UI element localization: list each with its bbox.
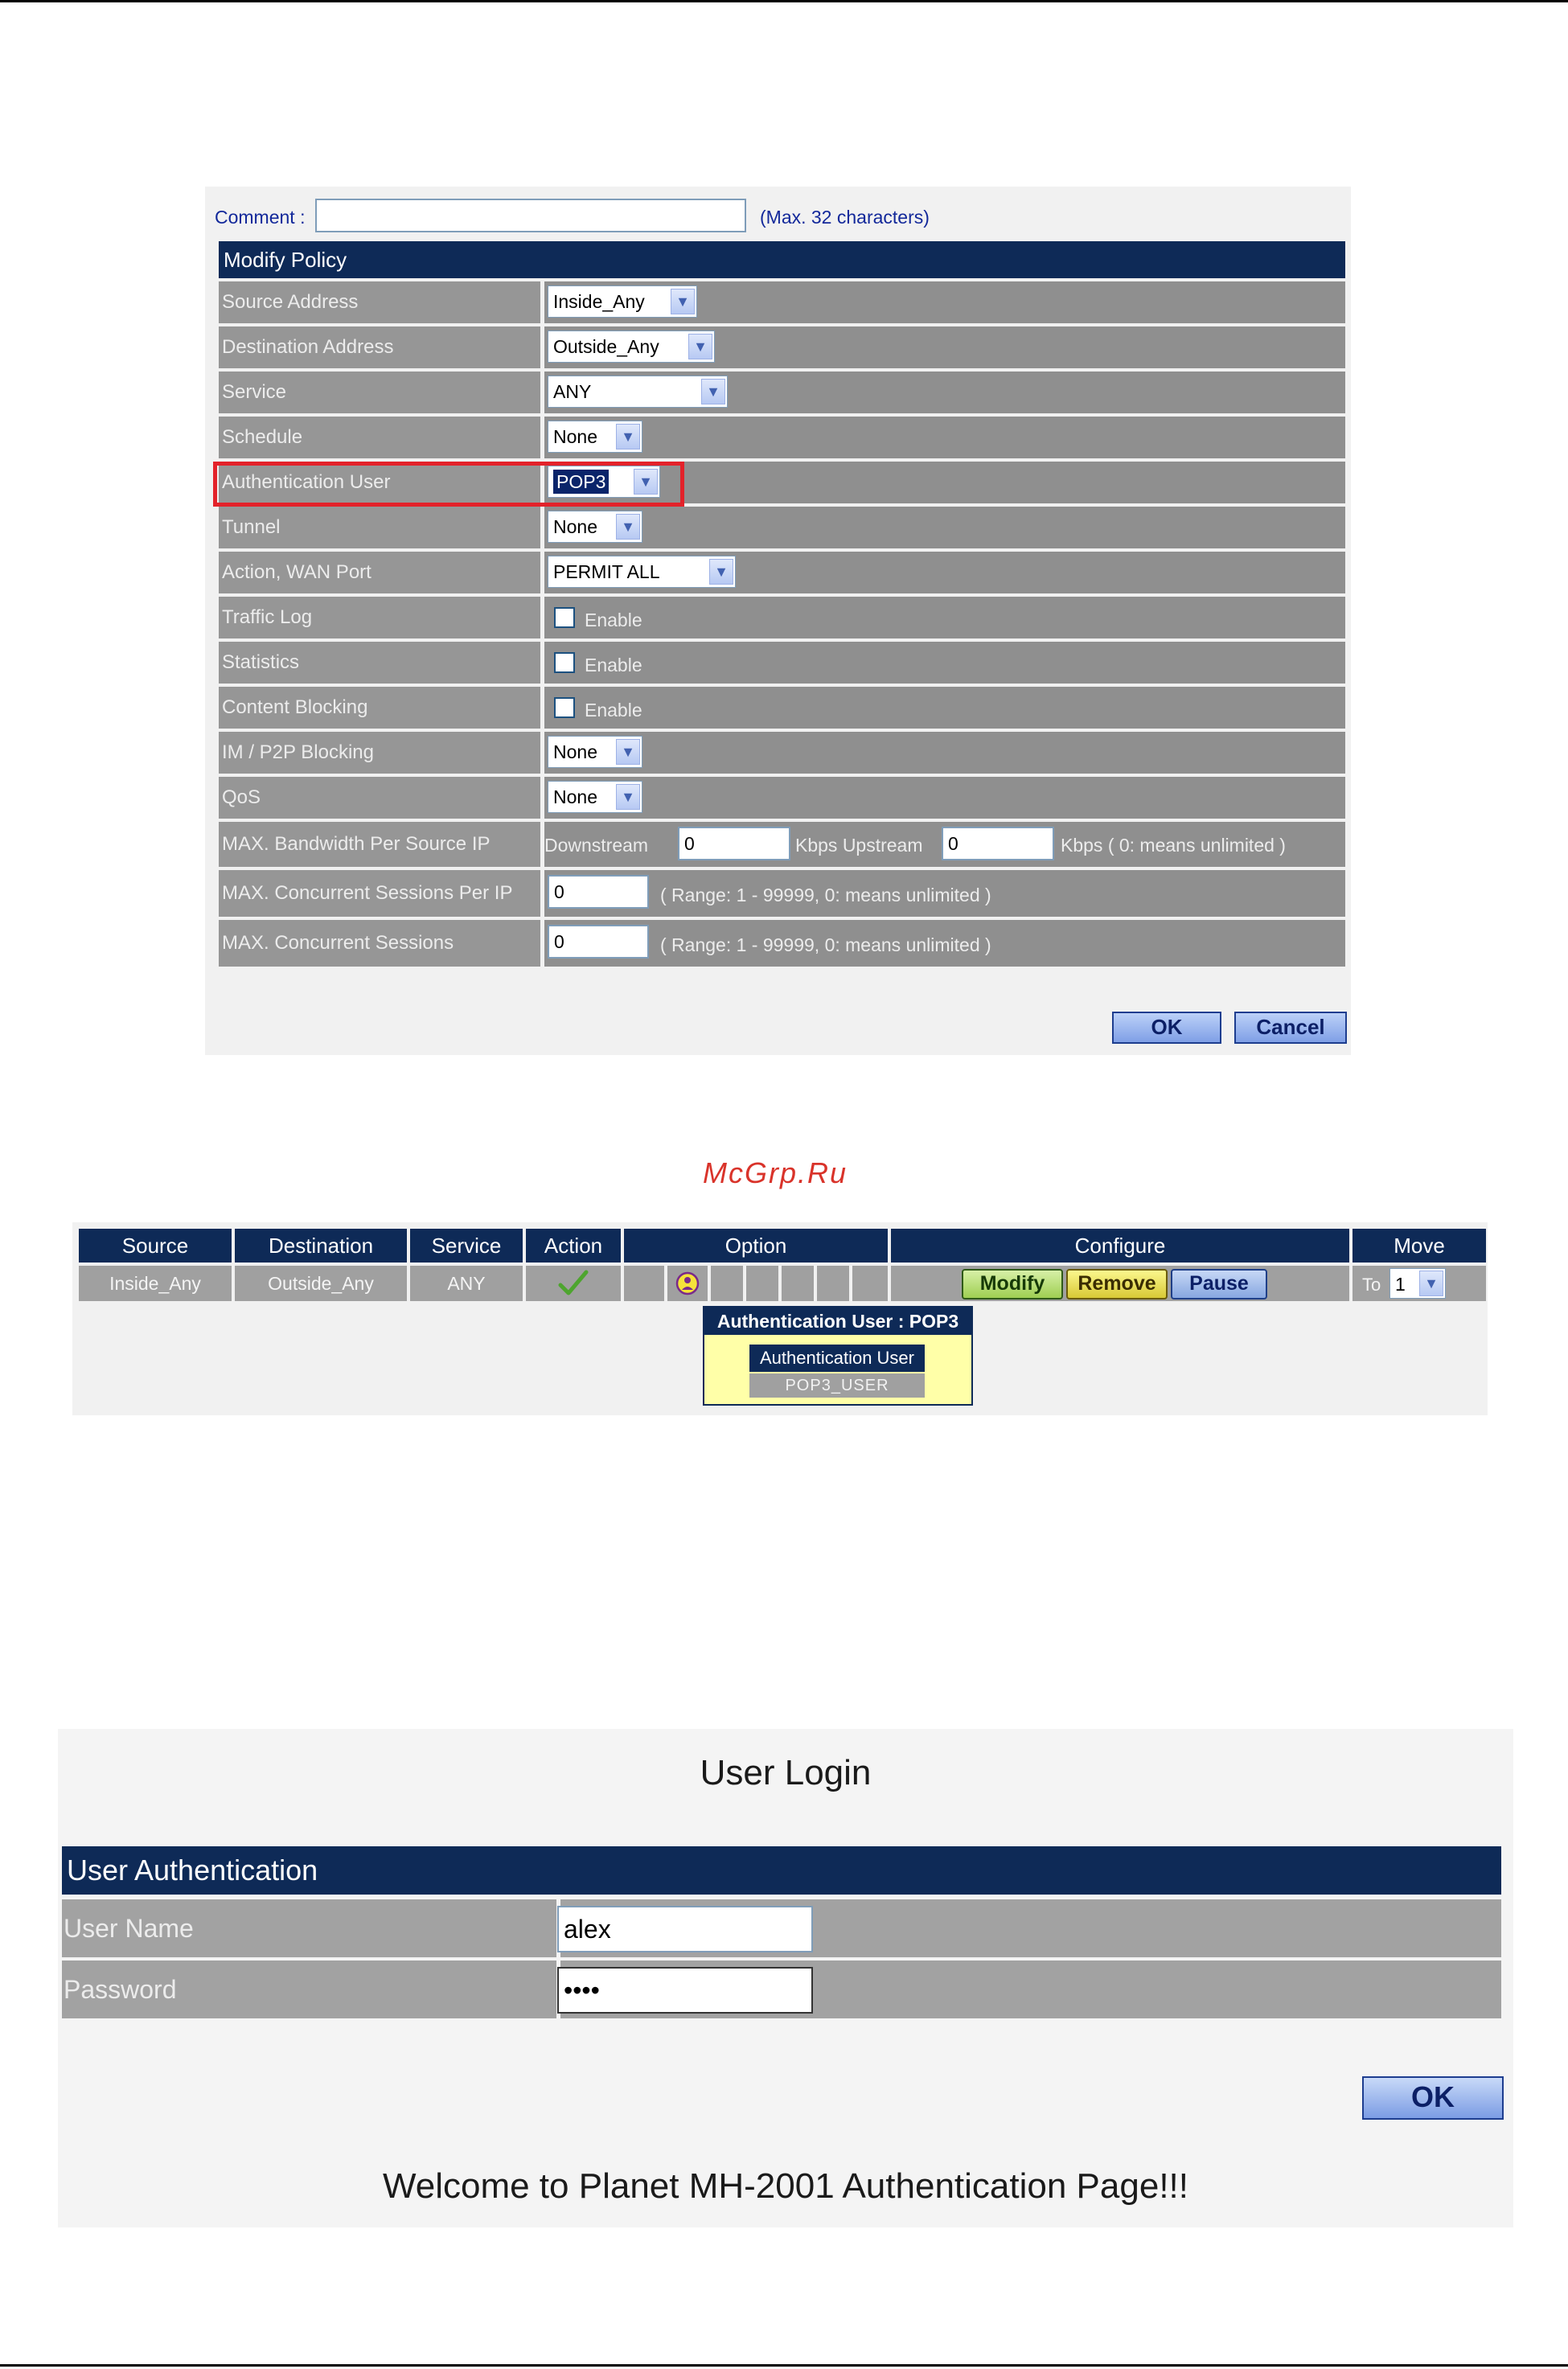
destination-address-select[interactable]: Outside_Any ▼ [548, 331, 715, 363]
user-login-panel [58, 1729, 1513, 2227]
content-blocking-label: Content Blocking [222, 696, 368, 718]
content-blocking-checkbox[interactable] [554, 697, 575, 718]
move-to-label: To [1362, 1275, 1381, 1295]
password-input[interactable]: •••• [557, 1967, 813, 2014]
max-sessions-label: MAX. Concurrent Sessions [222, 932, 454, 954]
th-option: Option [624, 1229, 888, 1263]
schedule-select[interactable]: None ▼ [548, 421, 642, 453]
source-address-label: Source Address [222, 291, 359, 313]
chevron-down-icon: ▼ [616, 424, 640, 450]
ok-button[interactable]: OK [1112, 1012, 1221, 1044]
statistics-label: Statistics [222, 651, 300, 673]
action-wan-port-select[interactable]: PERMIT ALL ▼ [548, 556, 736, 588]
row-action-wan-port [219, 552, 1345, 593]
row-destination-address [219, 326, 1345, 368]
bandwidth-hint: Kbps ( 0: means unlimited ) [1061, 835, 1286, 856]
row-content-blocking [219, 687, 1345, 729]
authentication-user-select[interactable]: POP3 ▼ [548, 466, 660, 498]
cancel-button[interactable]: Cancel [1234, 1012, 1347, 1044]
th-action: Action [526, 1229, 621, 1263]
comment-input[interactable] [315, 199, 746, 232]
downstream-input[interactable]: 0 [678, 827, 790, 860]
row-max-sessions-per-ip [219, 870, 1345, 917]
traffic-log-enable-label: Enable [585, 610, 642, 630]
tooltip-title: Authentication User : POP3 [704, 1308, 971, 1335]
row-max-bandwidth [219, 822, 1345, 867]
source-address-select[interactable]: Inside_Any ▼ [548, 285, 697, 318]
service-select[interactable]: ANY ▼ [548, 376, 728, 408]
chevron-down-icon: ▼ [616, 784, 640, 810]
user-name-label: User Name [64, 1913, 194, 1943]
chevron-down-icon: ▼ [616, 739, 640, 765]
sessions-hint: ( Range: 1 - 99999, 0: means unlimited ) [660, 934, 991, 955]
row-service [219, 372, 1345, 413]
row-max-sessions [219, 920, 1345, 967]
chevron-down-icon: ▼ [688, 334, 712, 359]
row-source-address [219, 281, 1345, 323]
login-ok-button[interactable]: OK [1362, 2076, 1504, 2120]
traffic-log-label: Traffic Log [222, 606, 313, 628]
row-user-name [62, 1899, 1501, 1957]
password-label: Password [64, 1974, 177, 2004]
tunnel-select[interactable]: None ▼ [548, 511, 642, 543]
th-service: Service [410, 1229, 523, 1263]
row-statistics [219, 642, 1345, 684]
cell-service: ANY [410, 1266, 523, 1301]
sessions-per-ip-input[interactable]: 0 [548, 875, 649, 909]
welcome-message: Welcome to Planet MH-2001 Authentication Page!!! [383, 2166, 1188, 2206]
user-authentication-header: User Authentication [62, 1846, 1501, 1895]
content-blocking-enable-label: Enable [585, 700, 642, 721]
cell-destination: Outside_Any [235, 1266, 407, 1301]
comment-hint: (Max. 32 characters) [760, 207, 930, 228]
th-configure: Configure [891, 1229, 1349, 1263]
move-select[interactable]: 1 ▼ [1389, 1268, 1446, 1299]
auth-user-tooltip [703, 1306, 973, 1406]
top-rule [0, 0, 1568, 2]
max-bandwidth-label: MAX. Bandwidth Per Source IP [222, 833, 491, 855]
highlight-box [213, 462, 684, 507]
tunnel-label: Tunnel [222, 516, 281, 538]
th-move: Move [1353, 1229, 1486, 1263]
cell-action [526, 1266, 621, 1301]
row-im-p2p-blocking [219, 732, 1345, 774]
im-p2p-blocking-label: IM / P2P Blocking [222, 741, 374, 763]
user-name-input[interactable]: alex [557, 1906, 813, 1952]
check-icon [557, 1269, 589, 1298]
row-traffic-log [219, 597, 1345, 638]
service-label: Service [222, 381, 287, 403]
traffic-log-checkbox[interactable] [554, 607, 575, 628]
row-tunnel [219, 507, 1345, 548]
tooltip-subheader: Authentication User [749, 1345, 925, 1372]
modify-policy-header: Modify Policy [219, 241, 1345, 278]
statistics-checkbox[interactable] [554, 652, 575, 673]
sessions-input[interactable]: 0 [548, 925, 649, 959]
cell-move [1353, 1266, 1486, 1301]
action-wan-port-label: Action, WAN Port [222, 561, 371, 583]
bottom-rule [0, 2364, 1568, 2367]
modify-policy-panel [205, 187, 1351, 1055]
cell-option-auth[interactable] [667, 1266, 708, 1301]
im-p2p-blocking-select[interactable]: None ▼ [548, 736, 642, 768]
row-password [62, 1960, 1501, 2018]
tooltip-value: POP3_USER [749, 1373, 925, 1398]
policy-table [72, 1222, 1488, 1415]
sessions-per-ip-hint: ( Range: 1 - 99999, 0: means unlimited ) [660, 885, 991, 905]
pause-button[interactable]: Pause [1171, 1269, 1267, 1299]
th-destination: Destination [235, 1229, 407, 1263]
modify-button[interactable]: Modify [962, 1269, 1063, 1299]
comment-label: Comment : [215, 207, 306, 228]
authentication-user-label: Authentication User [222, 471, 391, 493]
chevron-down-icon: ▼ [634, 469, 658, 495]
watermark: McGrp.Ru [703, 1156, 848, 1189]
row-qos [219, 777, 1345, 819]
cell-source: Inside_Any [79, 1266, 232, 1301]
th-source: Source [79, 1229, 232, 1263]
downstream-label: Downstream [544, 835, 649, 856]
qos-select[interactable]: None ▼ [548, 781, 642, 813]
chevron-down-icon: ▼ [671, 289, 695, 314]
max-sessions-per-ip-label: MAX. Concurrent Sessions Per IP [222, 882, 513, 904]
chevron-down-icon: ▼ [1419, 1271, 1443, 1296]
remove-button[interactable]: Remove [1066, 1269, 1168, 1299]
qos-label: QoS [222, 786, 261, 808]
chevron-down-icon: ▼ [616, 514, 640, 540]
auth-user-icon [675, 1271, 700, 1296]
row-schedule [219, 417, 1345, 458]
login-title: User Login [700, 1753, 872, 1792]
upstream-label: Kbps Upstream [795, 835, 923, 856]
chevron-down-icon: ▼ [709, 559, 733, 585]
chevron-down-icon: ▼ [701, 379, 725, 404]
destination-address-label: Destination Address [222, 336, 394, 358]
statistics-enable-label: Enable [585, 655, 642, 675]
upstream-input[interactable]: 0 [942, 827, 1054, 860]
schedule-label: Schedule [222, 426, 303, 448]
